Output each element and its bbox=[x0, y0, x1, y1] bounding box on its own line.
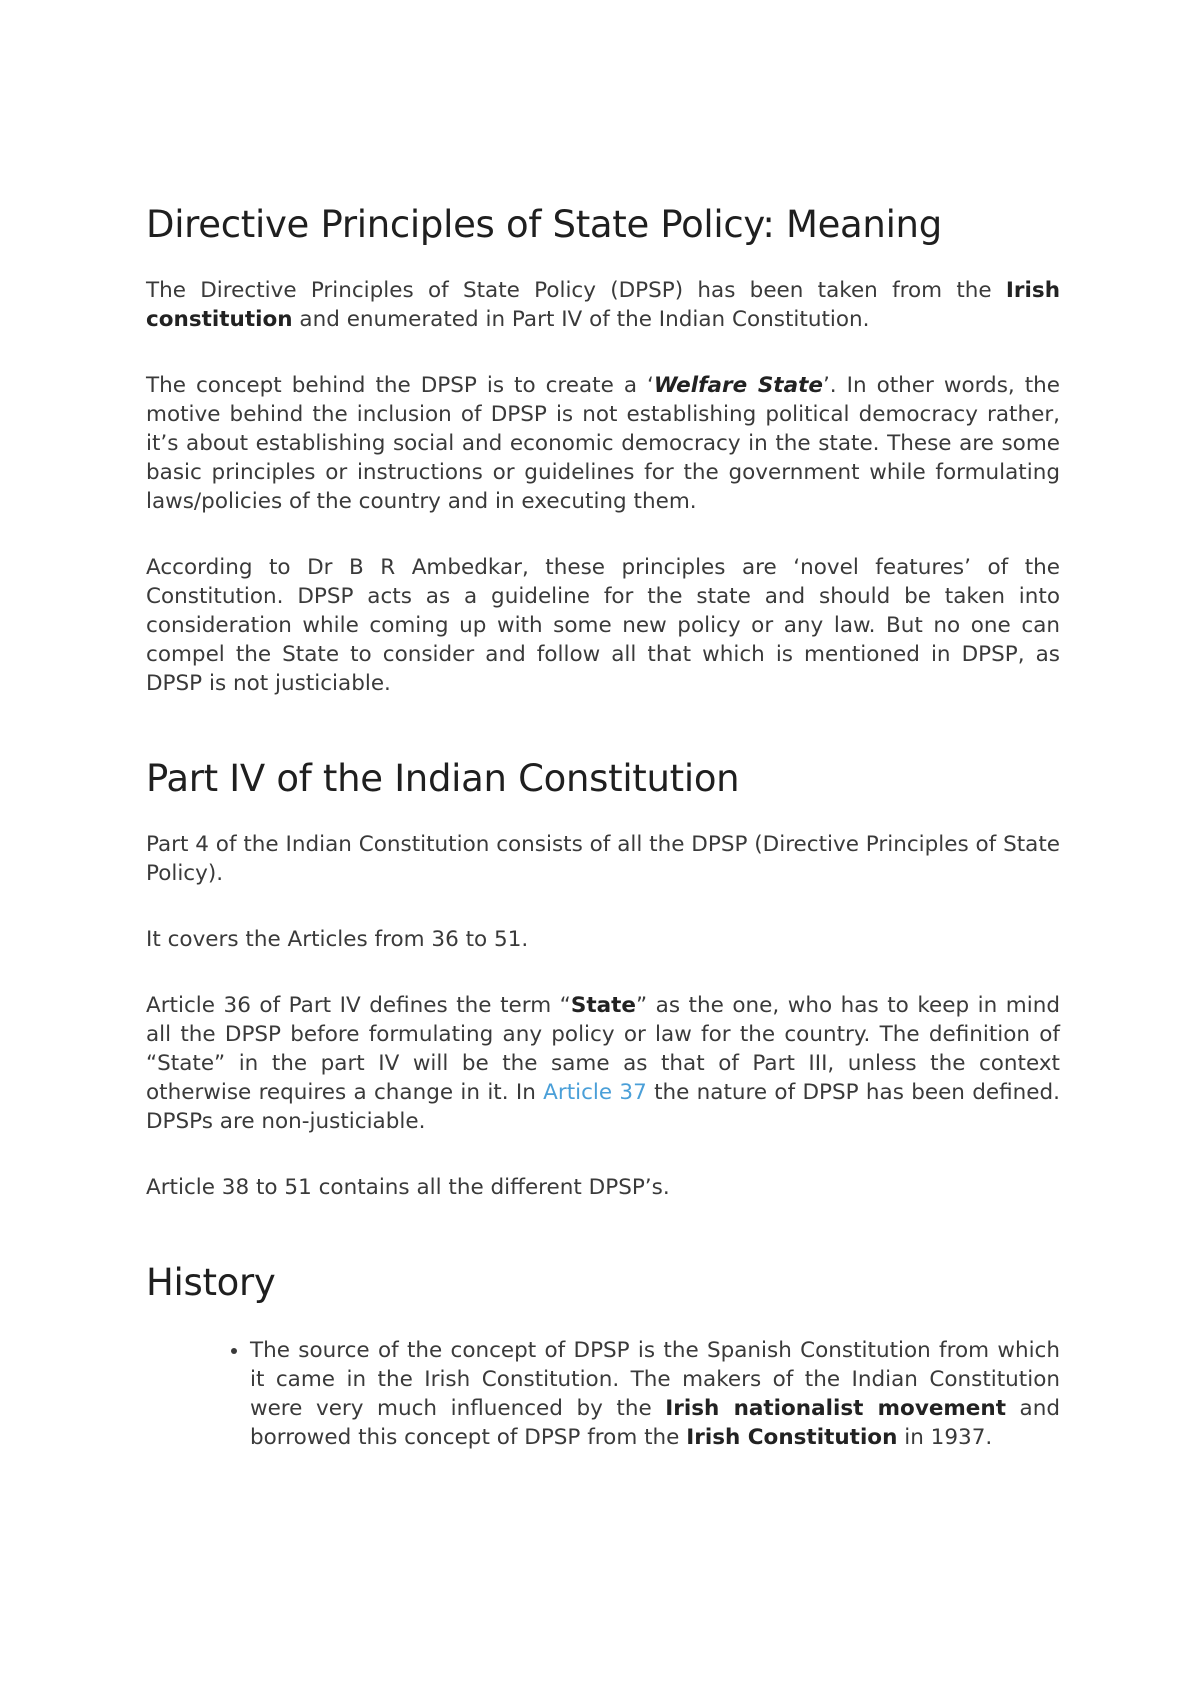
list-item: • The source of the concept of DPSP is the Spanish Constitution from which it came in the Irish Constitution. The makers of the Indian Constitution were very much influenced by the Irish nationalist movement and borrowed this concept of DPSP from the Irish Constitution in 1937. bbox=[250, 1336, 1060, 1452]
article-37-link[interactable]: Article 37 bbox=[543, 1080, 647, 1105]
paragraph-part4: Part 4 of the Indian Constitution consists of all the DPSP (Directive Principles of State Policy). bbox=[146, 832, 1060, 886]
document-page bbox=[146, 200, 1060, 1452]
paragraph-ambedkar: According to Dr B R Ambedkar, these principles are ‘novel features’ of the Constitution. DPSP acts as a guideline for the state and should be taken into consideration while coming up with some new policy or any law. But no one can compel the State to consider and follow all that which is mentioned in DPSP, as DPSP is not justiciable. bbox=[146, 555, 1060, 696]
history-list bbox=[146, 1336, 1060, 1452]
paragraph-welfare-state: The concept behind the DPSP is to create a ‘Welfare State’. In other words, the motive behind the inclusion of DPSP is not establishing political democracy rather, it’s about establishing social and economic democracy in the state. These are some basic principles or instructions or guidelines for the government while formulating laws/policies of the country and in executing them. bbox=[146, 373, 1061, 514]
heading-part-iv: Part IV of the Indian Constitution bbox=[146, 757, 740, 800]
heading-meaning: Directive Principles of State Policy: Meaning bbox=[146, 203, 942, 246]
paragraph-articles-38-51: Article 38 to 51 contains all the different DPSP’s. bbox=[146, 1175, 670, 1200]
paragraph-article-36: Article 36 of Part IV defines the term “State” as the one, who has to keep in mind all the DPSP before formulating any policy or law for the country. The definition of “State” in the part IV will be the same as that of Part III, unless the context otherwise requires a change in it. In Article 37 the nature of DPSP has been defined. DPSPs are non-justiciable. bbox=[146, 993, 1060, 1134]
paragraph-articles-range: It covers the Articles from 36 to 51. bbox=[146, 927, 529, 952]
paragraph-dpsp-source: The Directive Principles of State Policy (DPSP) has been taken from the Irish constitution and enumerated in Part IV of the Indian Constitution. bbox=[146, 278, 1060, 332]
heading-history: History bbox=[146, 1261, 276, 1304]
